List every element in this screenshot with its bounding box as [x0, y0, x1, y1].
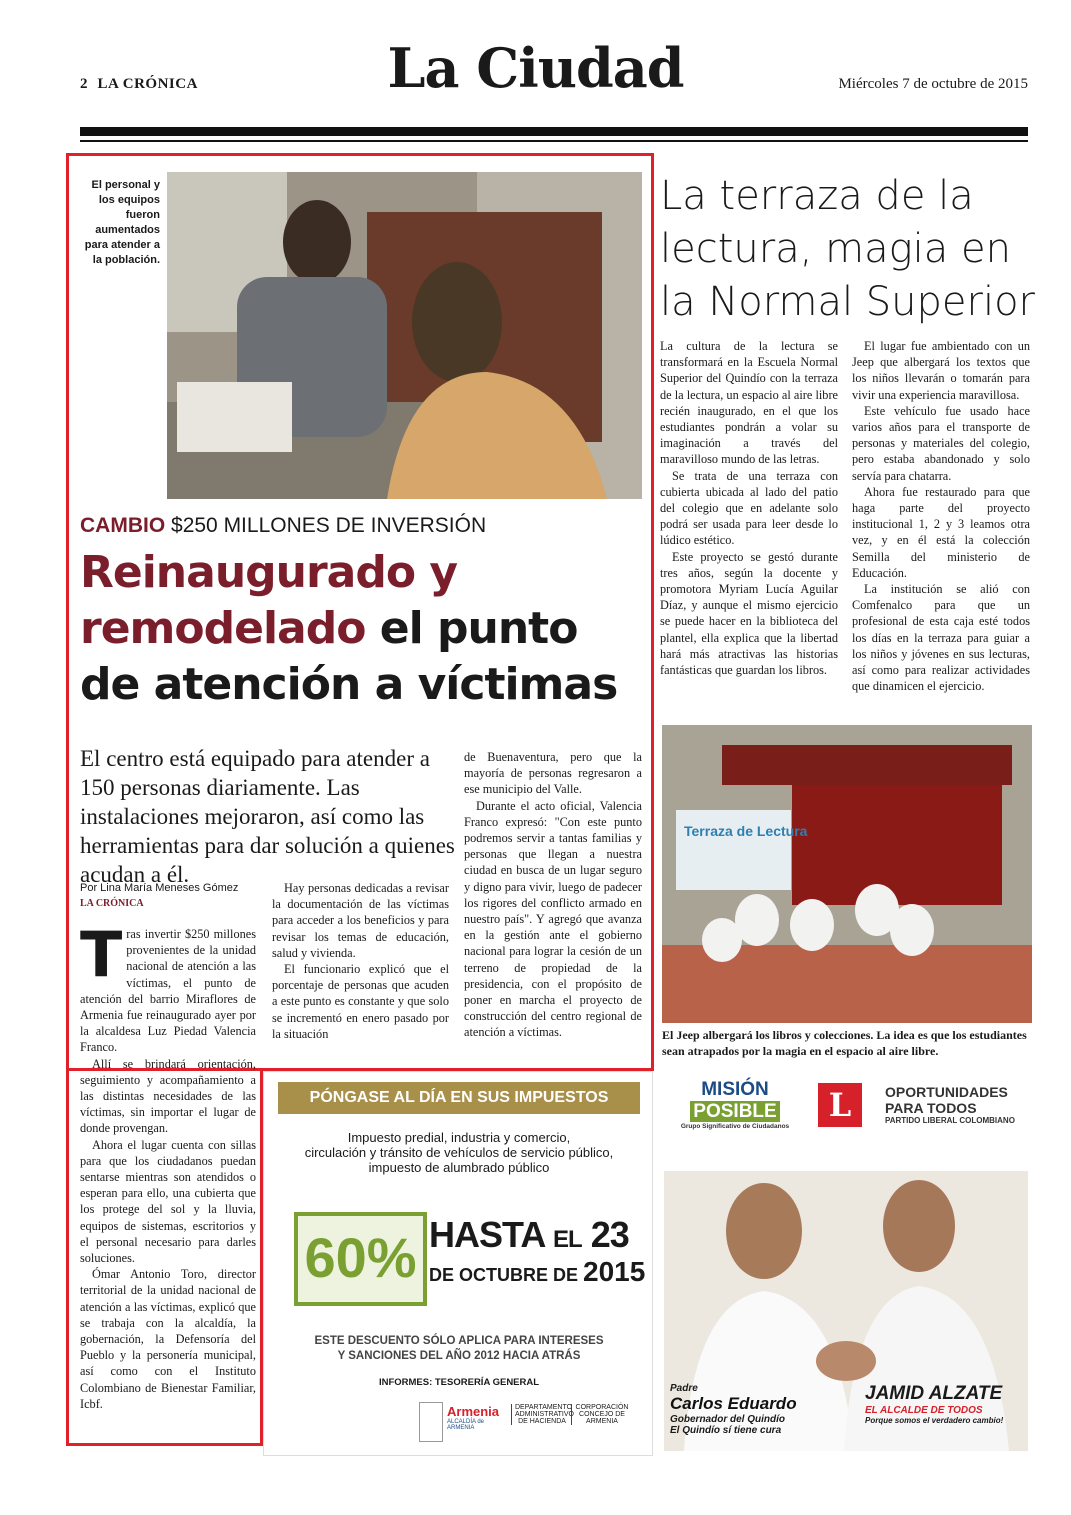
main-article-column-3: [464, 749, 642, 1041]
issue-date: Miércoles 7 de octubre de 2015: [838, 76, 1028, 92]
tax-ad-taxes: [274, 1130, 644, 1175]
page-number: 2: [80, 76, 88, 92]
paragraph: Este proyecto se gestó durante tres años, según la docente y promotora Myriam Lucía Aguilar Díaz, y aunque el mismo ejercicio se puede hacer en la biblioteca del plantel, ella explica que la libertad hará más atractivas las historias fantásticas que guardan los libros.: [660, 549, 838, 678]
candidate-name: Carlos Eduardo: [670, 1394, 797, 1413]
armenia-logo-text: Armenia: [447, 1404, 500, 1419]
paragraph: Durante el acto oficial, Valencia Franco expresó: "Con este punto podremos servir a tantas familias y personas que llegan a nuestra ciudad en busca de un lugar seguro y digno para vivir, luego de padecer los rigores del conflicto armado en nuestro país". Y agregó que avanza en la gestión ante el gobierno nacional para lograr la cesión de un terreno de propiedad de la presidencia, con el propósito de poner en marcha el proyecto de construcción del centro regional de atención a víctimas.: [464, 798, 642, 1040]
office-photo-image: [167, 172, 642, 499]
political-ad: [660, 1071, 1032, 1456]
byline: Por Lina María Meneses Gómez: [80, 882, 239, 894]
paragraph: La cultura de la lectura se transformará en la Escuela Normal Superior del Quindío con la terraza de la lectura, un espacio al aire libre recién inaugurado, en el que los estudiantes pondrán a volar su imaginación a través del maravilloso mundo de las letras.: [660, 339, 838, 467]
paragraph: Allí se brindará orientación, seguimiento y acompañamiento a las distintas necesidades de las víctimas, sin importar el lugar de donde provengan.: [80, 1056, 256, 1136]
section-title: La Ciudad: [387, 36, 684, 100]
coat-of-arms-icon: [419, 1402, 443, 1442]
side-headline: La terraza de la lectura, magia en la Normal Superior: [660, 173, 1035, 325]
paragraph: de Buenaventura, pero que la mayoría de personas regresaron a ese municipio del Valle.: [464, 750, 642, 797]
paragraph: ras invertir $250 millones provenientes de la unidad nacional de atención a las víctimas, el punto de atención del barrio Miraflores de Armenia fue reinaugurado ayer por la alcaldesa Luz Piedad Valencia Franco.: [80, 927, 256, 1055]
side-article-column-2: [852, 338, 1030, 694]
tax-ad-informes: INFORMES: TESORERÍA GENERAL: [378, 1377, 540, 1388]
terrace-photo-image: [662, 725, 1032, 1023]
tax-ad-logos: [419, 1402, 629, 1444]
tax-line: Impuesto predial, industria y comercio,: [347, 1130, 571, 1145]
mision-posible-logo: [680, 1079, 790, 1133]
deadline-year: 2015: [583, 1256, 646, 1287]
main-article-column-2: [272, 880, 449, 1042]
office-photo: [167, 172, 642, 499]
tax-ad: [263, 1071, 653, 1456]
armenia-logo: [447, 1404, 505, 1431]
plc-line: PARA TODOS: [885, 1100, 977, 1116]
paragraph: Hay personas dedicadas a revisar la documentación de las víctimas para acceder a los beneficios y para revisar los temas de educación, salud y vivienda.: [272, 881, 449, 960]
candidate-slogan: Porque somos el verdadero cambio!: [865, 1416, 1004, 1425]
concejo-logo: CORPORACIÓN CONCEJO DE ARMENIA: [571, 1404, 629, 1425]
candidate-prefix: Padre: [670, 1383, 698, 1394]
deadline-day: 23: [590, 1214, 629, 1255]
note-line: Y SANCIONES DEL AÑO 2012 HACIA ATRÁS: [337, 1350, 581, 1362]
deadline-el: EL: [553, 1226, 582, 1253]
side-article-column-1: [660, 338, 838, 678]
liberal-party-icon: L: [818, 1083, 862, 1127]
paragraph: El funcionario explicó que el porcentaje de personas que acuden a este punto es constante y que solo se incrementó en enero pasado por la situación: [272, 962, 449, 1041]
article-kicker: [80, 514, 486, 538]
kicker-text: $250 MILLONES DE INVERSIÓN: [171, 514, 487, 537]
liberal-party-text: [885, 1084, 1015, 1125]
headline-highlight: Reinaugurado y remodelado: [80, 547, 458, 654]
alcaldia-text: ALCALDÍA de ARMENIA: [447, 1419, 485, 1431]
tax-line: impuesto de alumbrado público: [368, 1160, 550, 1175]
deadline-hasta: HASTA: [429, 1214, 544, 1255]
paragraph: Este vehículo fue usado hace varios años para el transporte de personas y materiales del colegio, pero estaba abandonado y solo servía para chatarra.: [852, 403, 1030, 483]
kicker-label: CAMBIO: [80, 514, 166, 537]
terrace-photo-caption: El Jeep albergará los libros y colecciones. La idea es que los estudiantes sean atrapados por la magia en el espacio al aire libre.: [662, 1028, 1027, 1058]
note-line: ESTE DESCUENTO SÓLO APLICA PARA INTERESES: [314, 1335, 604, 1347]
byline-publication: LA CRÓNICA: [80, 898, 144, 909]
posible-word: POSIBLE: [690, 1101, 779, 1122]
candidate-role: Gobernador del Quindío: [670, 1414, 785, 1425]
terrace-photo: [662, 725, 1032, 1023]
candidate-role: EL ALCALDE DE TODOS: [865, 1405, 983, 1416]
main-article-column-1: [80, 918, 256, 1412]
paragraph: La institución se alió con Comfenalco para que un profesional de esta caja esté todos los días en la terraza para guiar a los niños y jóvenes en sus lecturas, así como para realizar actividades que dinamicen el ejercicio.: [852, 582, 1030, 694]
hacienda-logo: DEPARTAMENTO ADMINISTRATIVO DE HACIENDA: [511, 1404, 569, 1425]
paragraph: Ahora fue restaurado para que haga parte del proyecto institucional 1, 2 y 3 leamos otra vez, y en él está la colección Semilla del ministerio de Educación.: [852, 484, 1030, 580]
discount-percent: 60%: [294, 1212, 427, 1306]
headline-rest: el punto de atención a víctimas: [80, 603, 618, 710]
deadline: [429, 1214, 645, 1288]
candidate-governor: [670, 1383, 797, 1436]
main-headline: [80, 545, 650, 713]
paragraph: Ómar Antonio Toro, director territorial de la unidad nacional de atención a las víctimas, explicó que se trabaja con la alcaldía, la gobernación, la Defensoría del Pueblo y la personería municipal, así como con el Instituto Colombiano de Bienestar Familiar, Icbf.: [80, 1267, 256, 1411]
dropcap: T: [80, 918, 123, 991]
candidate-slogan: El Quindío sí tiene cura: [670, 1425, 782, 1436]
mision-subtitle: Grupo Significativo de Ciudadanos: [680, 1123, 790, 1130]
tax-ad-banner: PÓNGASE AL DÍA EN SUS IMPUESTOS: [278, 1082, 640, 1114]
header-rule-thin: [80, 140, 1028, 142]
candidate-mayor: [865, 1383, 1003, 1425]
terrace-sign: Terraza de Lectura: [684, 823, 808, 839]
plc-line: PARTIDO LIBERAL COLOMBIANO: [885, 1116, 1015, 1125]
paragraph: Se trata de una terraza con cubierta ubicada al lado del patio del colegio que en adelante solo podrá ser usada para leer desde lo lúdico estético.: [660, 468, 838, 548]
header-rule: [80, 127, 1028, 136]
paragraph: Ahora el lugar cuenta con sillas para que los ciudadanos puedan sentarse mientras son atendidos o esperan para ello, una cubierta que los protege del sol y la lluvia, equipos de sistemas, escritorios y el personal necesario para darles soluciones.: [80, 1137, 256, 1266]
article-deck: El centro está equipado para atender a 150 personas diariamente. Las instalaciones mejoraron, así como las herramientas para dar solución a quienes acudan a él.: [80, 746, 455, 887]
mision-word: MISIÓN: [701, 1079, 769, 1100]
publication-name: LA CRÓNICA: [97, 76, 198, 92]
main-photo-caption: El personal y los equipos fueron aumentados para atender a la población.: [84, 179, 160, 266]
candidate-name: JAMID ALZATE: [865, 1383, 1003, 1404]
discount-note: [274, 1334, 644, 1364]
plc-line: OPORTUNIDADES: [885, 1084, 1008, 1100]
tax-line: circulación y tránsito de vehículos de servicio público,: [304, 1145, 614, 1160]
paragraph: El lugar fue ambientado con un Jeep que albergará los textos que los niños llevarán o tomarán para vivir una experiencia maravillosa.: [852, 339, 1030, 402]
deadline-month: DE OCTUBRE DE: [429, 1265, 579, 1285]
